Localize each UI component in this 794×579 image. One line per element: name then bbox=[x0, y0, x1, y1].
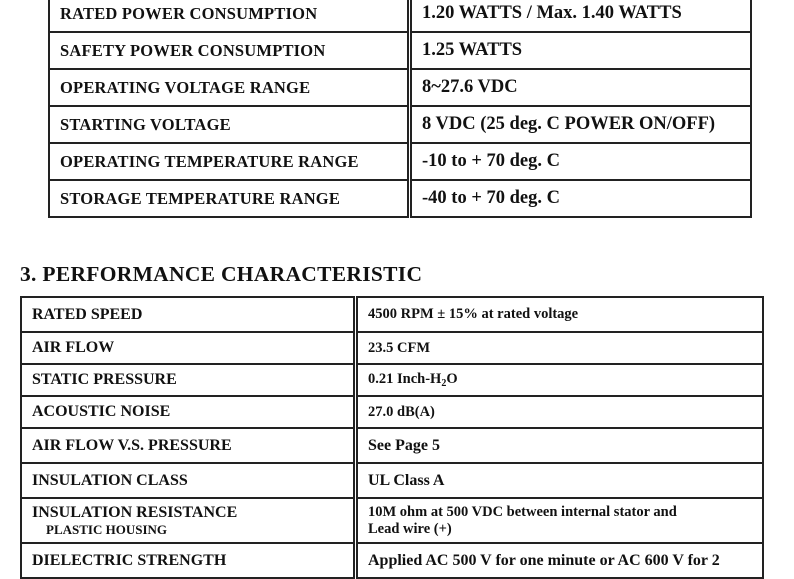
spec-value: 8 VDC (25 deg. C POWER ON/OFF) bbox=[410, 106, 752, 143]
spec-label: RATED POWER CONSUMPTION bbox=[49, 0, 410, 32]
spec-value: See Page 5 bbox=[356, 428, 764, 463]
spec-label: STATIC PRESSURE bbox=[21, 364, 356, 396]
spec-value: UL Class A bbox=[356, 463, 764, 498]
table-row bbox=[21, 543, 763, 578]
spec-value: 23.5 CFM bbox=[356, 332, 764, 364]
spec-value: 8~27.6 VDC bbox=[410, 69, 752, 106]
section-heading: 3. PERFORMANCE CHARACTERISTIC bbox=[20, 262, 423, 286]
performance-spec-table bbox=[20, 296, 764, 579]
spec-value bbox=[356, 364, 764, 396]
table-row bbox=[49, 143, 751, 180]
spec-value bbox=[356, 498, 764, 543]
table-row bbox=[49, 32, 751, 69]
spec-value: Applied AC 500 V for one minute or AC 600 V for 2 bbox=[356, 543, 764, 578]
spec-value: -40 to + 70 deg. C bbox=[410, 180, 752, 217]
electrical-spec-table bbox=[48, 0, 752, 218]
spec-value: -10 to + 70 deg. C bbox=[410, 143, 752, 180]
spec-label: DIELECTRIC STRENGTH bbox=[21, 543, 356, 578]
table-row bbox=[21, 498, 763, 543]
spec-label-text: INSULATION RESISTANCE bbox=[32, 503, 238, 521]
spec-value: 4500 RPM ± 15% at rated voltage bbox=[356, 297, 764, 332]
spec-sublabel: PLASTIC HOUSING bbox=[46, 521, 167, 537]
spec-label: ACOUSTIC NOISE bbox=[21, 396, 356, 428]
spec-value: 27.0 dB(A) bbox=[356, 396, 764, 428]
table-row bbox=[21, 364, 763, 396]
spec-label: OPERATING TEMPERATURE RANGE bbox=[49, 143, 410, 180]
spec-value-line: Lead wire (+) bbox=[368, 520, 452, 537]
spec-value-text: O bbox=[446, 371, 458, 387]
spec-value-line: 10M ohm at 500 VDC between internal stator and bbox=[368, 503, 677, 520]
spec-label: INSULATION CLASS bbox=[21, 463, 356, 498]
spec-label: AIR FLOW bbox=[21, 332, 356, 364]
table-row bbox=[49, 106, 751, 143]
spec-label: SAFETY POWER CONSUMPTION bbox=[49, 32, 410, 69]
subscript: 2 bbox=[441, 378, 447, 389]
table-row bbox=[21, 332, 763, 364]
table-row bbox=[49, 69, 751, 106]
spec-label: AIR FLOW V.S. PRESSURE bbox=[21, 428, 356, 463]
spec-label bbox=[21, 498, 356, 543]
spec-value: 1.20 WATTS / Max. 1.40 WATTS bbox=[410, 0, 752, 32]
table-row bbox=[49, 180, 751, 217]
spec-label: STARTING VOLTAGE bbox=[49, 106, 410, 143]
table-row bbox=[21, 428, 763, 463]
spec-value-text: 0.21 Inch-H bbox=[368, 371, 442, 387]
spec-value: 1.25 WATTS bbox=[410, 32, 752, 69]
table-row bbox=[21, 297, 763, 332]
table-row bbox=[21, 463, 763, 498]
spec-label: OPERATING VOLTAGE RANGE bbox=[49, 69, 410, 106]
spec-label: STORAGE TEMPERATURE RANGE bbox=[49, 180, 410, 217]
table-row bbox=[21, 396, 763, 428]
spec-label: RATED SPEED bbox=[21, 297, 356, 332]
table-row bbox=[49, 0, 751, 32]
